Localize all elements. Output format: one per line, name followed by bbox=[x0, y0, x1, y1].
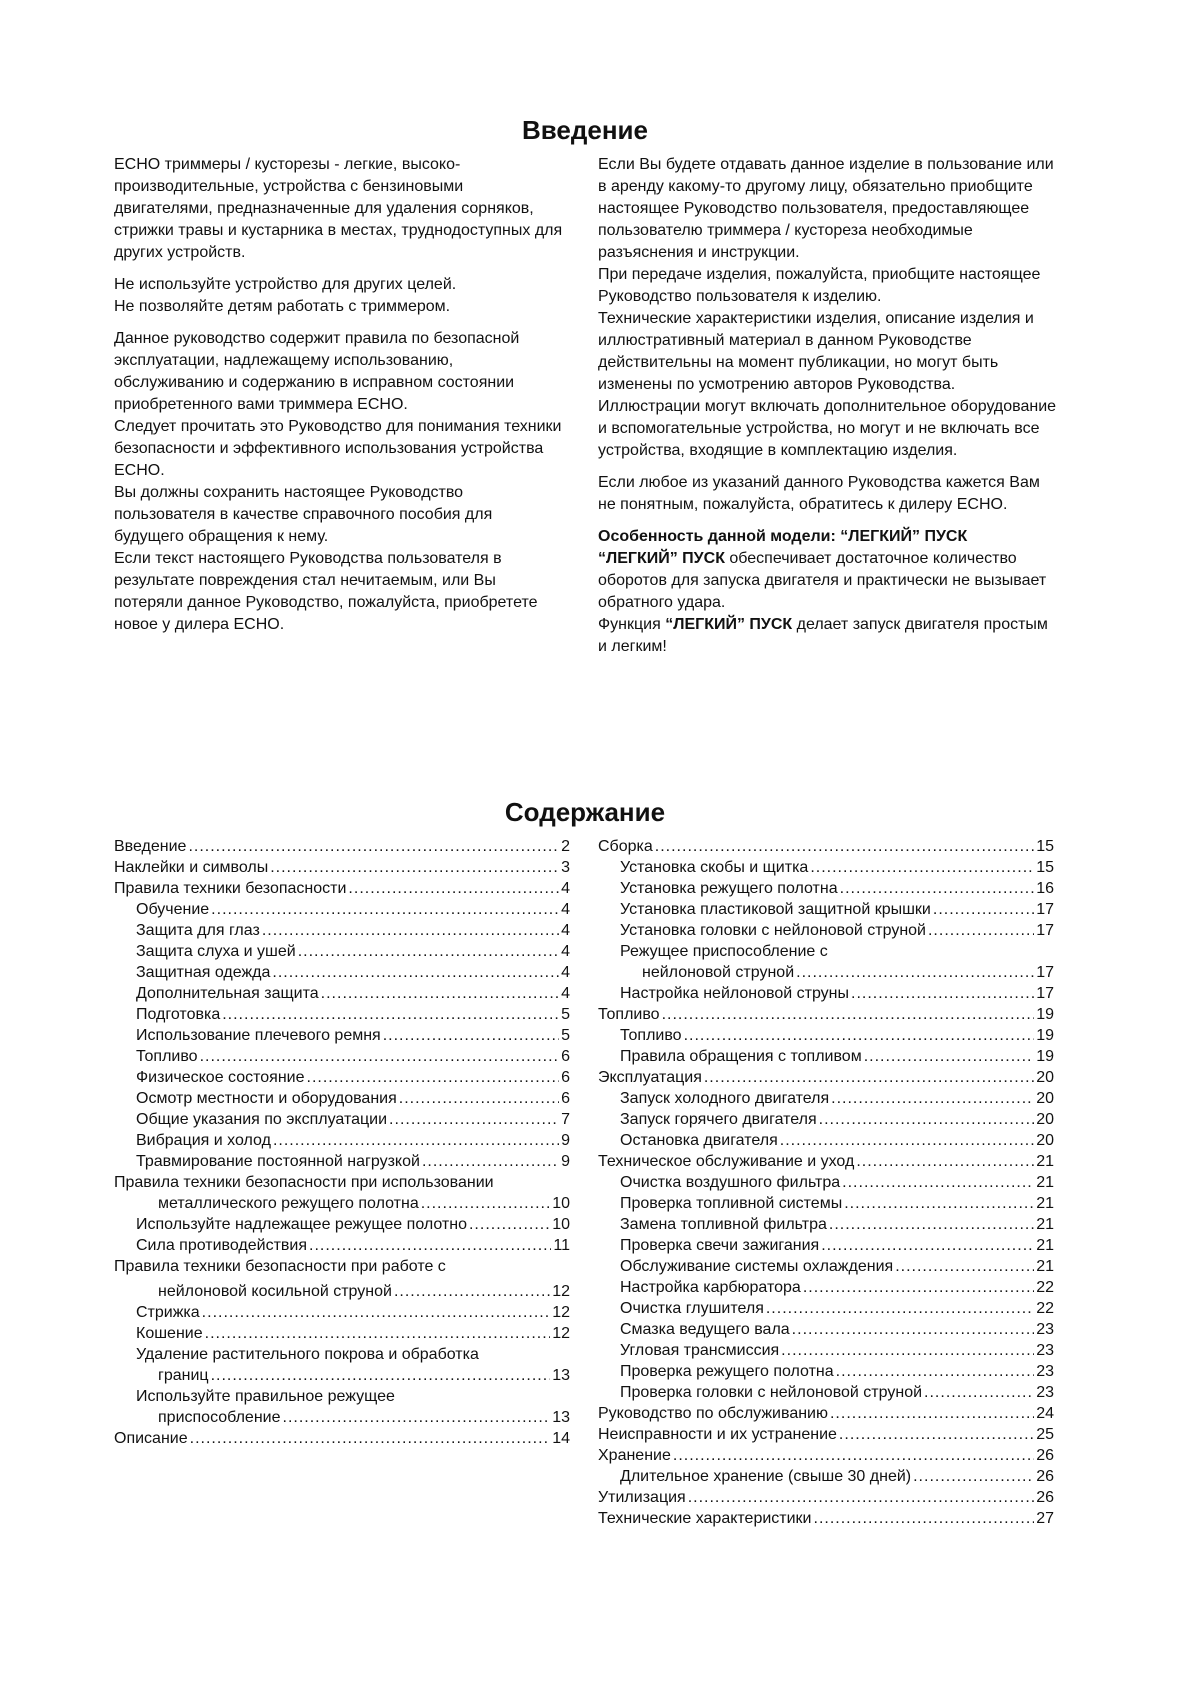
toc-entry[interactable] bbox=[114, 1067, 570, 1088]
toc-dot-leader bbox=[831, 1088, 1034, 1109]
toc-entry-title: Защита слуха и ушей bbox=[136, 943, 296, 960]
toc-page-number: 22 bbox=[1036, 1300, 1054, 1317]
toc-page-number: 24 bbox=[1036, 1405, 1054, 1422]
toc-dot-leader bbox=[913, 1466, 1034, 1487]
feature-text: обеспечивает достаточное количество оборотов для запуска двигателя и практически не вызывает обратного удара. bbox=[598, 550, 1047, 611]
toc-page-number: 4 bbox=[561, 901, 570, 918]
toc-dot-leader bbox=[205, 1323, 551, 1344]
toc-entry-title: Проверка головки с нейлоновой струной bbox=[620, 1384, 923, 1401]
toc-dot-leader bbox=[655, 836, 1034, 857]
toc-entry[interactable] bbox=[114, 962, 570, 983]
toc-dot-leader bbox=[840, 878, 1035, 899]
toc-dot-leader bbox=[844, 1193, 1034, 1214]
toc-dot-leader bbox=[321, 983, 559, 1004]
toc-right-column bbox=[598, 836, 1054, 1529]
toc-entry-title: Правила техники безопасности bbox=[114, 880, 347, 897]
toc-entry-title: Общие указания по эксплуатации bbox=[136, 1111, 388, 1128]
toc-dot-leader bbox=[830, 1403, 1034, 1424]
toc-title: Содержание bbox=[504, 797, 666, 827]
toc-entry-title: Обучение bbox=[136, 901, 210, 918]
toc-dot-leader bbox=[188, 836, 559, 857]
toc-page-number: 26 bbox=[1036, 1468, 1054, 1485]
toc-page-number: 13 bbox=[552, 1367, 570, 1384]
toc-dot-leader bbox=[781, 1340, 1034, 1361]
toc-entry-title: Подготовка bbox=[136, 1006, 221, 1023]
toc-page-number: 6 bbox=[561, 1090, 570, 1107]
toc-entry-title: Правила обращения с топливом bbox=[620, 1048, 862, 1065]
intro-paragraph: ЕСНО триммеры / кусторезы - легкие, высоко-производительные, устройства с бензиновыми двигателями, предназначенные для удаления сорняков, стрижки травы и кустарника в местах, труднодоступных для других устройств. bbox=[114, 156, 563, 261]
toc-dot-leader bbox=[688, 1487, 1035, 1508]
toc-entry-title: Хранение bbox=[598, 1447, 671, 1464]
toc-page-number: 10 bbox=[552, 1195, 570, 1212]
toc-page-number: 19 bbox=[1036, 1006, 1054, 1023]
toc-dot-leader bbox=[383, 1025, 559, 1046]
toc-entry-title: Установка режущего полотна bbox=[620, 880, 838, 897]
toc-page-number: 20 bbox=[1036, 1111, 1054, 1128]
toc-dot-leader bbox=[200, 1046, 560, 1067]
toc-page-number: 20 bbox=[1036, 1132, 1054, 1149]
toc-page-number: 7 bbox=[561, 1111, 570, 1128]
toc-page-number: 21 bbox=[1036, 1216, 1054, 1233]
toc-page-number: 5 bbox=[561, 1027, 570, 1044]
toc-dot-leader bbox=[821, 1235, 1034, 1256]
toc-dot-leader bbox=[928, 920, 1034, 941]
toc-page-number: 4 bbox=[561, 922, 570, 939]
toc-entry-title: Правила техники безопасности при работе с bbox=[114, 1258, 446, 1275]
toc-entry-title: Проверка режущего полотна bbox=[620, 1363, 834, 1380]
toc-dot-leader bbox=[389, 1109, 559, 1130]
toc-entry[interactable] bbox=[598, 857, 1054, 878]
toc-entry-title: приспособление bbox=[158, 1409, 281, 1426]
toc-entry-title: Смазка ведущего вала bbox=[620, 1321, 790, 1338]
toc-dot-leader bbox=[839, 1424, 1034, 1445]
toc-entry-title: Запуск горячего двигателя bbox=[620, 1111, 817, 1128]
toc-dot-leader bbox=[469, 1214, 550, 1235]
toc-page-number: 9 bbox=[561, 1132, 570, 1149]
toc-entry-title: Неисправности и их устранение bbox=[598, 1426, 837, 1443]
toc-entry-title: Топливо bbox=[136, 1048, 198, 1065]
toc-entry[interactable] bbox=[598, 1109, 1054, 1130]
toc-entry[interactable] bbox=[114, 899, 570, 920]
toc-page-number: 12 bbox=[552, 1304, 570, 1321]
toc-entry-title: Замена топливной фильтра bbox=[620, 1216, 827, 1233]
toc-entry[interactable] bbox=[114, 836, 570, 857]
toc-entry[interactable] bbox=[114, 941, 570, 962]
toc-page-number: 4 bbox=[561, 880, 570, 897]
toc-dot-leader bbox=[190, 1428, 551, 1449]
toc-entry-title: Правила техники безопасности при использовании bbox=[114, 1174, 494, 1191]
toc-entry-title: Утилизация bbox=[598, 1489, 686, 1506]
toc-entry-title: Проверка топливной системы bbox=[620, 1195, 843, 1212]
toc-page-number: 26 bbox=[1036, 1489, 1054, 1506]
intro-paragraph: Технические характеристики изделия, описание изделия и иллюстративный материал в данном Руководстве действительны на момент публикации, но могут быть изменены по усмотрению авторов Руководства. bbox=[598, 310, 1034, 393]
toc-entry[interactable] bbox=[598, 1403, 1054, 1424]
toc-entry-title: границ bbox=[158, 1367, 209, 1384]
toc-entry[interactable] bbox=[114, 1046, 570, 1067]
toc-entry[interactable] bbox=[114, 1130, 570, 1151]
toc-entry-title: Угловая трансмиссия bbox=[620, 1342, 780, 1359]
toc-page-number: 4 bbox=[561, 985, 570, 1002]
intro-paragraph: Не используйте устройство для других целей. bbox=[114, 276, 457, 293]
toc-entry-title: Наклейки и символы bbox=[114, 859, 269, 876]
toc-dot-leader bbox=[933, 899, 1034, 920]
toc-entry[interactable] bbox=[598, 1424, 1054, 1445]
toc-entry[interactable] bbox=[114, 920, 570, 941]
toc-page-number: 23 bbox=[1036, 1384, 1054, 1401]
intro-paragraph: Если Вы будете отдавать данное изделие в пользование или в аренду какому-то другому лицу, обязательно приобщите настоящее Руководство пользователя, предоставляющее пользователю триммера / кустореза необходимые разъяснения и инструкции. bbox=[598, 156, 1054, 261]
toc-entry-title: Топливо bbox=[598, 1006, 660, 1023]
toc-page-number: 23 bbox=[1036, 1342, 1054, 1359]
toc-entry[interactable] bbox=[598, 1088, 1054, 1109]
toc-dot-leader bbox=[272, 962, 559, 983]
toc-entry[interactable] bbox=[598, 1193, 1054, 1214]
toc-page-number: 12 bbox=[552, 1325, 570, 1342]
toc-dot-leader bbox=[796, 962, 1034, 983]
toc-page-number: 20 bbox=[1036, 1090, 1054, 1107]
toc-entry[interactable] bbox=[598, 1214, 1054, 1235]
toc-entry[interactable] bbox=[114, 1323, 570, 1344]
toc-entry-title: Защита для глаз bbox=[136, 922, 260, 939]
toc-entry[interactable] bbox=[598, 878, 1054, 899]
toc-page-number: 9 bbox=[561, 1153, 570, 1170]
toc-page-number: 10 bbox=[552, 1216, 570, 1233]
toc-entry[interactable] bbox=[598, 1172, 1054, 1193]
toc-entry-title: Очистка глушителя bbox=[620, 1300, 764, 1317]
toc-entry[interactable] bbox=[598, 1382, 1054, 1403]
toc-page-number: 4 bbox=[561, 943, 570, 960]
toc-entry-title: Вибрация и холод bbox=[136, 1132, 271, 1149]
toc-page-number: 15 bbox=[1036, 838, 1054, 855]
intro-paragraph: Следует прочитать это Руководство для понимания техники безопасности и эффективного использования устройства ЕСНО. bbox=[114, 418, 562, 479]
toc-entry[interactable] bbox=[114, 1235, 570, 1256]
intro-right-column bbox=[598, 154, 1058, 658]
toc-dot-leader bbox=[662, 1004, 1035, 1025]
toc-dot-leader bbox=[864, 1046, 1035, 1067]
toc-page-number: 17 bbox=[1036, 964, 1054, 981]
toc-entry[interactable] bbox=[598, 1130, 1054, 1151]
toc-entry-title: Удаление растительного покрова и обработка bbox=[136, 1346, 479, 1363]
toc-entry-title: Сила противодействия bbox=[136, 1237, 308, 1254]
toc-dot-leader bbox=[819, 1109, 1035, 1130]
toc-entry[interactable] bbox=[598, 1361, 1054, 1382]
toc-entry-title: Длительное хранение (свыше 30 дней) bbox=[620, 1468, 912, 1485]
intro-paragraph: Данное руководство содержит правила по безопасной эксплуатации, надлежащему использованию, обслуживанию и содержанию в исправном состоянии приобретенного вами триммера ЕСНО. bbox=[114, 330, 520, 413]
toc-entry-title: Техническое обслуживание и уход bbox=[598, 1153, 855, 1170]
toc-page-number: 21 bbox=[1036, 1153, 1054, 1170]
feature-bold: “ЛЕГКИЙ” ПУСК bbox=[665, 616, 793, 633]
toc-dot-leader bbox=[842, 1172, 1034, 1193]
toc-dot-leader bbox=[836, 1361, 1035, 1382]
toc-dot-leader bbox=[211, 899, 559, 920]
toc-dot-leader bbox=[803, 1277, 1034, 1298]
toc-entry-title: Введение bbox=[114, 838, 187, 855]
toc-entry[interactable] bbox=[598, 1508, 1054, 1529]
toc-dot-leader bbox=[270, 857, 559, 878]
toc-dot-leader bbox=[766, 1298, 1034, 1319]
toc-entry-title: Сборка bbox=[598, 838, 653, 855]
feature-heading: Особенность данной модели: “ЛЕГКИЙ” ПУСК bbox=[598, 528, 968, 545]
toc-dot-leader bbox=[309, 1235, 551, 1256]
toc-entry-title: Установка скобы и щитка bbox=[620, 859, 809, 876]
toc-page-number: 12 bbox=[552, 1283, 570, 1300]
intro-paragraph: Не позволяйте детям работать с триммером. bbox=[114, 298, 451, 315]
toc-entry-title: Осмотр местности и оборудования bbox=[136, 1090, 397, 1107]
toc-entry-title: Эксплуатация bbox=[598, 1069, 702, 1086]
toc-page-number: 23 bbox=[1036, 1363, 1054, 1380]
toc-entry[interactable] bbox=[598, 1340, 1054, 1361]
toc-page-number: 13 bbox=[552, 1409, 570, 1426]
toc-dot-leader bbox=[394, 1281, 550, 1302]
toc-entry-title: Настройка карбюратора bbox=[620, 1279, 801, 1296]
toc-entry[interactable] bbox=[114, 983, 570, 1004]
intro-paragraph: Иллюстрации могут включать дополнительное оборудование и вспомогательные устройства, но могут и не включать все устройства, входящие в комплектацию изделия. bbox=[598, 398, 1057, 459]
toc-page-number: 21 bbox=[1036, 1237, 1054, 1254]
toc-entry[interactable] bbox=[598, 1319, 1054, 1340]
toc-dot-leader bbox=[211, 1365, 551, 1386]
toc-dot-leader bbox=[262, 920, 559, 941]
toc-entry[interactable] bbox=[114, 1193, 570, 1214]
intro-paragraph: Вы должны сохранить настоящее Руководство пользователя в качестве справочного пособия для будущего обращения к нему. bbox=[114, 484, 493, 545]
toc-dot-leader bbox=[829, 1214, 1034, 1235]
toc-entry[interactable] bbox=[598, 1067, 1054, 1088]
toc-dot-leader bbox=[273, 1130, 559, 1151]
feature-text: Функция bbox=[598, 616, 666, 633]
toc-page-number: 17 bbox=[1036, 985, 1054, 1002]
toc-entry-title: Физическое состояние bbox=[136, 1069, 305, 1086]
intro-paragraph: Если текст настоящего Руководства пользователя в результате повреждения стал нечитаемым, или Вы потеряли данное Руководство, пожалуйста, приобретете новое у дилера ЕСНО. bbox=[114, 550, 538, 633]
toc-entry-title: нейлоновой струной bbox=[642, 964, 795, 981]
intro-left-column bbox=[114, 154, 564, 636]
toc-dot-leader bbox=[298, 941, 559, 962]
toc-entry[interactable] bbox=[114, 1407, 570, 1428]
toc-page-number: 23 bbox=[1036, 1321, 1054, 1338]
toc-entry[interactable] bbox=[114, 1386, 570, 1407]
toc-page-number: 16 bbox=[1036, 880, 1054, 897]
toc-entry[interactable] bbox=[598, 1487, 1054, 1508]
toc-page-number: 25 bbox=[1036, 1426, 1054, 1443]
toc-dot-leader bbox=[704, 1067, 1034, 1088]
toc-entry[interactable] bbox=[114, 1025, 570, 1046]
toc-entry[interactable] bbox=[598, 983, 1054, 1004]
toc-entry-title: Остановка двигателя bbox=[620, 1132, 778, 1149]
toc-entry-title: Кошение bbox=[136, 1325, 203, 1342]
toc-page-number: 4 bbox=[561, 964, 570, 981]
toc-entry-title: металлического режущего полотна bbox=[158, 1195, 419, 1212]
toc-dot-leader bbox=[399, 1088, 559, 1109]
toc-dot-leader bbox=[348, 878, 559, 899]
toc-entry[interactable] bbox=[114, 1344, 570, 1365]
toc-entry-title: Используйте надлежащее режущее полотно bbox=[136, 1216, 467, 1233]
toc-entry[interactable] bbox=[598, 1025, 1054, 1046]
toc-page-number: 27 bbox=[1036, 1510, 1054, 1527]
toc-page-number: 6 bbox=[561, 1069, 570, 1086]
toc-dot-leader bbox=[684, 1025, 1035, 1046]
toc-page-number: 11 bbox=[553, 1237, 570, 1254]
toc-page-number: 20 bbox=[1036, 1069, 1054, 1086]
toc-dot-leader bbox=[222, 1004, 559, 1025]
toc-entry[interactable] bbox=[114, 1172, 570, 1193]
toc-entry-title: Настройка нейлоновой струны bbox=[620, 985, 850, 1002]
toc-entry[interactable] bbox=[598, 1445, 1054, 1466]
toc-page-number: 15 bbox=[1036, 859, 1054, 876]
toc-entry-title: Проверка свечи зажигания bbox=[620, 1237, 820, 1254]
toc-entry-title: Режущее приспособление с bbox=[620, 943, 828, 960]
toc-entry[interactable] bbox=[114, 878, 570, 899]
toc-page-number: 17 bbox=[1036, 922, 1054, 939]
feature-paragraph bbox=[598, 526, 1058, 658]
toc-entry-title: Описание bbox=[114, 1430, 188, 1447]
toc-entry[interactable] bbox=[114, 1281, 570, 1302]
toc-entry-title: Запуск холодного двигателя bbox=[620, 1090, 830, 1107]
toc-page-number: 17 bbox=[1036, 901, 1054, 918]
toc-dot-leader bbox=[422, 1151, 559, 1172]
toc-dot-leader bbox=[307, 1067, 560, 1088]
toc-entry-title: Использование плечевого ремня bbox=[136, 1027, 381, 1044]
toc-entry-title: Установка головки с нейлоновой струной bbox=[620, 922, 926, 939]
toc-dot-leader bbox=[421, 1193, 550, 1214]
toc-entry[interactable] bbox=[598, 1277, 1054, 1298]
feature-text: делает запуск двигателя простым и легким! bbox=[598, 616, 1048, 655]
toc-page-number: 19 bbox=[1036, 1048, 1054, 1065]
toc-page-number: 22 bbox=[1036, 1279, 1054, 1296]
intro-title: Введение bbox=[522, 115, 648, 145]
toc-entry-title: нейлоновой косильной струной bbox=[158, 1283, 392, 1300]
toc-entry[interactable] bbox=[598, 1235, 1054, 1256]
toc-page-number: 3 bbox=[561, 859, 570, 876]
toc-page-number: 2 bbox=[561, 838, 570, 855]
toc-left-column bbox=[114, 836, 570, 1449]
toc-dot-leader bbox=[810, 857, 1034, 878]
toc-entry-title: Дополнительная защита bbox=[136, 985, 319, 1002]
toc-entry-title: Обслуживание системы охлаждения bbox=[620, 1258, 894, 1275]
toc-entry-title: Травмирование постоянной нагрузкой bbox=[136, 1153, 420, 1170]
toc-entry[interactable] bbox=[114, 1256, 570, 1277]
toc-entry-title: Используйте правильное режущее bbox=[136, 1388, 395, 1405]
toc-page-number: 21 bbox=[1036, 1195, 1054, 1212]
toc-dot-leader bbox=[792, 1319, 1035, 1340]
toc-dot-leader bbox=[895, 1256, 1034, 1277]
toc-entry[interactable] bbox=[114, 1214, 570, 1235]
toc-entry[interactable] bbox=[114, 1151, 570, 1172]
toc-entry-title: Защитная одежда bbox=[136, 964, 271, 981]
toc-entry[interactable] bbox=[598, 899, 1054, 920]
toc-entry[interactable] bbox=[598, 1256, 1054, 1277]
toc-entry[interactable] bbox=[598, 1466, 1054, 1487]
toc-entry[interactable] bbox=[114, 1428, 570, 1449]
toc-dot-leader bbox=[924, 1382, 1034, 1403]
toc-entry[interactable] bbox=[598, 1298, 1054, 1319]
toc-entry-title: Установка пластиковой защитной крышки bbox=[620, 901, 931, 918]
intro-paragraph: При передаче изделия, пожалуйста, приобщите настоящее Руководство пользователя к изделию. bbox=[598, 266, 1041, 305]
toc-page-number: 26 bbox=[1036, 1447, 1054, 1464]
toc-dot-leader bbox=[851, 983, 1034, 1004]
toc-page-number: 21 bbox=[1036, 1174, 1054, 1191]
toc-dot-leader bbox=[814, 1508, 1035, 1529]
toc-entry-title: Топливо bbox=[620, 1027, 682, 1044]
toc-dot-leader bbox=[673, 1445, 1034, 1466]
toc-page-number: 14 bbox=[552, 1430, 570, 1447]
toc-entry[interactable] bbox=[598, 1004, 1054, 1025]
toc-dot-leader bbox=[283, 1407, 551, 1428]
toc-entry[interactable] bbox=[598, 941, 1054, 962]
toc-entry[interactable] bbox=[114, 857, 570, 878]
toc-dot-leader bbox=[202, 1302, 551, 1323]
toc-entry[interactable] bbox=[114, 1302, 570, 1323]
toc-dot-leader bbox=[856, 1151, 1034, 1172]
toc-entry[interactable] bbox=[114, 1088, 570, 1109]
toc-entry[interactable] bbox=[598, 836, 1054, 857]
toc-entry-title: Руководство по обслуживанию bbox=[598, 1405, 828, 1422]
toc-entry[interactable] bbox=[114, 1365, 570, 1386]
toc-entry-title: Технические характеристики bbox=[598, 1510, 812, 1527]
toc-entry-title: Стрижка bbox=[136, 1304, 200, 1321]
feature-bold: “ЛЕГКИЙ” ПУСК bbox=[598, 550, 725, 567]
toc-entry[interactable] bbox=[598, 1151, 1054, 1172]
toc-entry[interactable] bbox=[114, 1004, 570, 1025]
toc-entry[interactable] bbox=[598, 1046, 1054, 1067]
toc-dot-leader bbox=[780, 1130, 1034, 1151]
toc-entry[interactable] bbox=[114, 1109, 570, 1130]
toc-page-number: 21 bbox=[1036, 1258, 1054, 1275]
toc-entry[interactable] bbox=[598, 962, 1054, 983]
intro-paragraph: Если любое из указаний данного Руководства кажется Вам не понятным, пожалуйста, обратитесь к дилеру ЕСНО. bbox=[598, 474, 1040, 513]
toc-page-number: 5 bbox=[561, 1006, 570, 1023]
toc-entry[interactable] bbox=[598, 920, 1054, 941]
toc-page-number: 19 bbox=[1036, 1027, 1054, 1044]
toc-entry-title: Очистка воздушного фильтра bbox=[620, 1174, 841, 1191]
toc-page-number: 6 bbox=[561, 1048, 570, 1065]
